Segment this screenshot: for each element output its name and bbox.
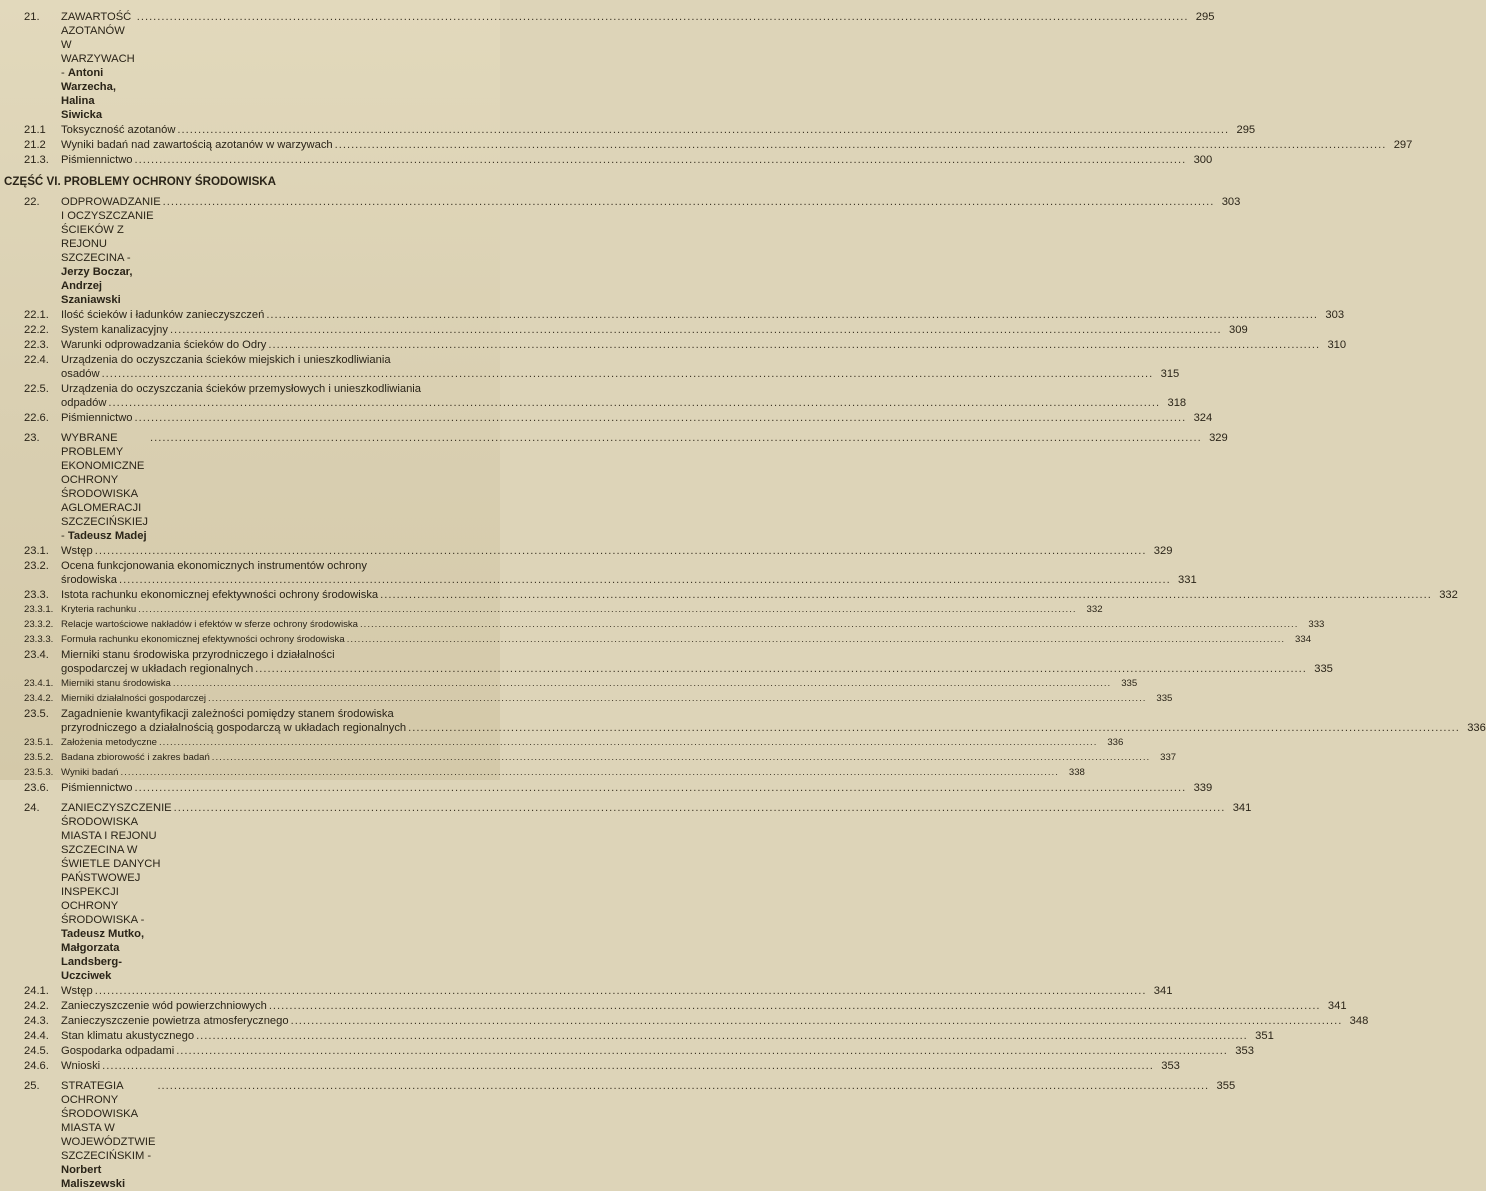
entry-number: 22.5.: [24, 383, 49, 395]
entry-number: 23.4.: [24, 649, 49, 661]
chapter-line: [61, 10, 1214, 122]
entry-body: [61, 648, 1333, 676]
chapter-title: ZANIECZYSZCZENIE ŚRODOWISKA MIASTA I REJONU SZCZECINA W ŚWIETLE DANYCH PAŃSTWOWEJ INSPEKCJI OCHRONY ŚRODOWISKA -: [61, 802, 172, 926]
entry-body: [61, 999, 1347, 1013]
chapter-line: [61, 801, 1251, 983]
leader-dots: [102, 1059, 1154, 1073]
entry-body: [61, 308, 1344, 322]
chapter-line: [61, 195, 1240, 307]
entry-title: System kanalizacyjny: [61, 324, 168, 336]
entry-title-line2: odpadów: [61, 397, 107, 409]
entry-number: 22.6.: [24, 412, 49, 424]
toc-entry: [6, 138, 1413, 152]
entry-line: [61, 721, 1486, 735]
chapter-number: 23.: [24, 432, 40, 444]
leader-dots: [291, 1014, 1343, 1028]
toc-entry: [6, 781, 1213, 795]
chapter-authors: Tadeusz Madej: [67, 530, 147, 542]
table-of-contents: [4, 4, 1486, 1191]
leader-dots: [95, 984, 1147, 998]
entry-page: 353: [1161, 1060, 1180, 1072]
entry-body: [61, 984, 1172, 998]
entry-number: 24.1.: [24, 985, 49, 997]
entry-line: [61, 396, 1186, 410]
toc-entry: [6, 544, 1173, 558]
leader-dots: [266, 308, 1318, 322]
toc-entry: [6, 123, 1256, 137]
chapter-authors: Norbert Maliszewski: [61, 1164, 126, 1190]
entry-number: 23.4.2.: [24, 693, 54, 704]
entry-body: [61, 1014, 1368, 1028]
entry-page: 300: [1193, 154, 1213, 166]
entry-body: [61, 559, 1197, 587]
entry-number: 23.3.2.: [24, 619, 54, 630]
chapter-line: [61, 1079, 1235, 1191]
toc-chapter-ch23: [6, 431, 1228, 543]
toc-chapter-ch24: [6, 801, 1252, 983]
entry-title: Gospodarka odpadami: [61, 1045, 175, 1057]
leader-dots: [135, 153, 1187, 167]
entry-title-line2: przyrodniczego a działalnością gospodarczą w układach regionalnych: [61, 722, 407, 734]
entry-line: [61, 138, 1412, 152]
entry-number: 21.3.: [24, 154, 49, 166]
chapter-number: 25.: [24, 1080, 40, 1092]
entry-title-line2: środowiska: [61, 574, 117, 586]
leader-dots: [177, 123, 1229, 137]
entry-body: [61, 411, 1212, 425]
toc-entry: [6, 1014, 1369, 1028]
chapter-line: [61, 431, 1228, 543]
chapter-title-block: [61, 801, 1251, 983]
chapter-body: [61, 10, 1214, 122]
toc-entry: [6, 999, 1347, 1013]
entry-title-line2: osadów: [61, 368, 100, 380]
entry-line: [61, 544, 1172, 558]
chapter-number: 22.: [24, 196, 40, 208]
entry-line: [61, 618, 1324, 632]
entry-number: 24.4.: [24, 1030, 49, 1042]
chapter-text: [61, 801, 172, 983]
entry-number: 24.5.: [24, 1045, 49, 1057]
chapter-title: STRATEGIA OCHRONY ŚRODOWISKA MIASTA W WOJEWÓDZTWIE SZCZECIŃSKIM -: [61, 1080, 156, 1162]
toc-entry: [6, 353, 1180, 381]
leader-dots: [150, 431, 1202, 445]
leader-dots: [135, 781, 1187, 795]
entry-body: [61, 618, 1324, 632]
leader-dots: [360, 618, 1298, 632]
entry-page: 318: [1167, 397, 1187, 409]
entry-line: [61, 588, 1458, 602]
entry-title: Formuła rachunku ekonomicznej efektywności ochrony środowiska: [61, 634, 345, 645]
entry-page: 324: [1193, 412, 1213, 424]
entry-line: [61, 367, 1179, 381]
leader-dots: [173, 677, 1111, 691]
toc-chapter-ch21: [6, 10, 1215, 122]
entry-number: 24.6.: [24, 1060, 49, 1072]
entry-body: [61, 123, 1255, 137]
entry-line: [61, 1014, 1368, 1028]
entry-number: 22.2.: [24, 324, 49, 336]
leader-dots: [196, 1029, 1248, 1043]
leader-dots: [269, 999, 1321, 1013]
entry-line: [61, 766, 1085, 780]
entry-title: Założenia metodyczne: [61, 737, 157, 748]
toc-chapter-ch22: [6, 195, 1241, 307]
chapter-number: 24.: [24, 802, 40, 814]
entry-line: [61, 984, 1172, 998]
entry-page: 297: [1393, 139, 1413, 151]
leader-dots: [176, 1044, 1228, 1058]
entry-line: [61, 338, 1346, 352]
entry-body: [61, 766, 1085, 780]
chapter-title: WYBRANE PROBLEMY EKONOMICZNE OCHRONY ŚRODOWISKA AGLOMERACJI SZCZECIŃSKIEJ -: [61, 432, 149, 542]
entry-line: [61, 1059, 1180, 1073]
entry-title: Badana zbiorowość i zakres badań: [61, 752, 210, 763]
entry-title-line1: Mierniki stanu środowiska przyrodniczego i działalności: [61, 649, 335, 661]
entry-line: [61, 677, 1137, 691]
entry-body: [61, 323, 1248, 337]
entry-body: [61, 588, 1458, 602]
entry-page: 295: [1236, 124, 1256, 136]
entry-number: 21.2: [24, 139, 46, 151]
toc-entry: [6, 692, 1173, 706]
entry-body: [61, 781, 1212, 795]
toc-entry: [6, 1029, 1274, 1043]
chapter-page: 329: [1209, 432, 1228, 444]
entry-body: [61, 338, 1346, 352]
leader-dots: [408, 721, 1460, 735]
chapter-body: [61, 195, 1240, 307]
entry-number: 24.3.: [24, 1015, 49, 1027]
entry-page: 329: [1153, 545, 1173, 557]
chapter-page: 295: [1195, 11, 1215, 23]
chapter-authors: Tadeusz Mutko, Małgorzata Landsberg-Uczciwek: [61, 928, 145, 982]
leader-dots: [95, 544, 1147, 558]
entry-line: [61, 781, 1212, 795]
toc-entry: [6, 984, 1173, 998]
entry-page: 315: [1160, 368, 1180, 380]
entry-line: [61, 308, 1344, 322]
entry-number: 22.1.: [24, 309, 49, 321]
chapter-text: [61, 431, 148, 543]
entry-body: [61, 736, 1123, 750]
entry-body: [61, 603, 1103, 617]
entry-body: [61, 1059, 1180, 1073]
entry-line: [61, 692, 1172, 706]
entry-page: 341: [1153, 985, 1173, 997]
toc-entry: [6, 736, 1124, 750]
entry-page: 341: [1327, 1000, 1347, 1012]
chapter-body: [61, 431, 1228, 543]
entry-title: Stan klimatu akustycznego: [61, 1030, 195, 1042]
entry-line: [61, 153, 1212, 167]
entry-title: Piśmiennictwo: [61, 782, 133, 794]
leader-dots: [255, 662, 1307, 676]
entry-number: 23.5.: [24, 708, 49, 720]
leader-dots: [108, 396, 1160, 410]
entry-line: [61, 662, 1333, 676]
entry-body: [61, 1029, 1274, 1043]
entry-title-line1: Urządzenia do oczyszczania ścieków miejskich i unieszkodliwiania: [61, 354, 391, 366]
entry-title: Wnioski: [61, 1060, 101, 1072]
leader-dots: [157, 1079, 1209, 1093]
chapter-number: 21.: [24, 11, 40, 23]
entry-number: 23.3.: [24, 589, 49, 601]
toc-entry: [6, 751, 1177, 765]
entry-title: Piśmiennictwo: [61, 154, 133, 166]
entry-body: [61, 677, 1137, 691]
leader-dots: [159, 736, 1097, 750]
entry-page: 336: [1107, 737, 1124, 748]
chapter-body: [61, 1079, 1235, 1191]
entry-body: [61, 707, 1486, 735]
entry-line: [61, 1029, 1274, 1043]
entry-number: 23.3.1.: [24, 604, 54, 615]
entry-title: Relacje wartościowe nakładów i efektów w sferze ochrony środowiska: [61, 619, 359, 630]
leader-dots: [163, 195, 1215, 209]
entry-page: 335: [1121, 678, 1138, 689]
entry-body: [61, 633, 1311, 647]
entry-title-line1: Ocena funkcjonowania ekonomicznych instrumentów ochrony: [61, 560, 367, 572]
chapter-page: 303: [1221, 196, 1241, 208]
entry-page: 332: [1439, 589, 1458, 601]
toc-entry: [6, 707, 1486, 735]
toc-entry: [6, 559, 1197, 587]
chapter-text: [61, 195, 161, 307]
entry-page: 333: [1308, 619, 1325, 630]
entry-page: 310: [1327, 339, 1347, 351]
entry-title: Wyniki badań: [61, 767, 119, 778]
entry-body: [61, 353, 1179, 381]
chapter-page: 355: [1216, 1080, 1236, 1092]
chapter-title: ODPROWADZANIE I OCZYSZCZANIE ŚCIEKÓW Z REJONU SZCZECINA -: [61, 196, 161, 264]
leader-dots: [102, 367, 1154, 381]
toc-entry: [6, 588, 1458, 602]
entry-page: 336: [1467, 722, 1486, 734]
leader-dots: [137, 10, 1189, 24]
entry-number: 23.2.: [24, 560, 49, 572]
entry-page: 309: [1229, 324, 1248, 336]
entry-page: 331: [1178, 574, 1197, 586]
entry-title: Warunki odprowadzania ścieków do Odry: [61, 339, 267, 351]
entry-page: 348: [1349, 1015, 1369, 1027]
chapter-title: ZAWARTOŚĆ AZOTANÓW W WARZYWACH -: [61, 11, 135, 79]
toc-entry: [6, 411, 1213, 425]
entry-title: Mierniki stanu środowiska: [61, 678, 171, 689]
entry-title: Kryteria rachunku: [61, 604, 137, 615]
leader-dots: [208, 692, 1146, 706]
entry-title-line1: Urządzenia do oczyszczania ścieków przemysłowych i unieszkodliwiania: [61, 383, 422, 395]
entry-number: 23.3.3.: [24, 634, 54, 645]
chapter-title-block: [61, 431, 1228, 543]
leader-dots: [335, 138, 1387, 152]
toc-entry: [6, 1059, 1180, 1073]
entry-title: Wstęp: [61, 985, 93, 997]
chapter-title-block: [61, 195, 1240, 307]
entry-line: [61, 633, 1311, 647]
entry-title: Ilość ścieków i ładunków zanieczyszczeń: [61, 309, 265, 321]
entry-body: [61, 382, 1186, 410]
entry-number: 22.3.: [24, 339, 49, 351]
chapter-body: [61, 801, 1251, 983]
entry-page: 353: [1235, 1045, 1254, 1057]
chapter-text: [61, 10, 135, 122]
entry-body: [61, 544, 1172, 558]
leader-dots: [268, 338, 1320, 352]
entry-body: [61, 692, 1172, 706]
entry-page: 339: [1193, 782, 1213, 794]
entry-body: [61, 751, 1176, 765]
entry-body: [61, 138, 1412, 152]
chapter-title-block: [61, 10, 1214, 122]
entry-page: 303: [1325, 309, 1345, 321]
entry-line: [61, 603, 1103, 617]
entry-line: [61, 736, 1123, 750]
entry-page: 335: [1314, 663, 1333, 675]
toc-entry: [6, 618, 1325, 632]
toc-entry: [6, 766, 1085, 780]
entry-page: 337: [1160, 752, 1177, 763]
entry-line: [61, 1044, 1254, 1058]
entry-number: 23.5.1.: [24, 737, 54, 748]
leader-dots: [121, 766, 1059, 780]
leader-dots: [347, 633, 1285, 647]
entry-line: [61, 573, 1197, 587]
toc-entry: [6, 153, 1213, 167]
leader-dots: [174, 801, 1226, 815]
entry-line: [61, 411, 1212, 425]
entry-line: [61, 999, 1347, 1013]
chapter-text: [61, 1079, 155, 1191]
leader-dots: [119, 573, 1171, 587]
toc-chapter-ch25: [6, 1079, 1236, 1191]
chapter-authors: Antoni Warzecha, Halina Siwicka: [61, 67, 116, 121]
entry-title: Wyniki badań nad zawartością azotanów w warzywach: [61, 139, 333, 151]
entry-line: [61, 323, 1248, 337]
entry-title-line1: Zagadnienie kwantyfikacji zależności pomiędzy stanem środowiska: [61, 708, 394, 720]
chapter-title-block: [61, 1079, 1235, 1191]
entry-title: Wstęp: [61, 545, 93, 557]
chapter-authors: Jerzy Boczar, Andrzej Szaniawski: [61, 266, 133, 306]
toc-entry: [6, 1044, 1254, 1058]
entry-title-line2: gospodarczej w układach regionalnych: [61, 663, 254, 675]
toc-entry: [6, 648, 1333, 676]
leader-dots: [170, 323, 1222, 337]
entry-number: 24.2.: [24, 1000, 49, 1012]
entry-number: 23.5.3.: [24, 767, 54, 778]
entry-number: 22.4.: [24, 354, 49, 366]
entry-page: 351: [1255, 1030, 1274, 1042]
entry-number: 23.4.1.: [24, 678, 54, 689]
entry-page: 338: [1068, 767, 1085, 778]
entry-title: Zanieczyszczenie powietrza atmosferycznego: [61, 1015, 289, 1027]
entry-line: [61, 123, 1255, 137]
entry-number: 21.1: [24, 124, 46, 136]
leader-dots: [138, 603, 1076, 617]
leader-dots: [212, 751, 1150, 765]
entry-body: [61, 1044, 1254, 1058]
entry-title: Toksyczność azotanów: [61, 124, 176, 136]
toc-entry: [6, 633, 1312, 647]
toc-entry: [6, 677, 1138, 691]
entry-title: Mierniki działalności gospodarczej: [61, 693, 207, 704]
entry-body: [61, 153, 1212, 167]
chapter-page: 341: [1232, 802, 1252, 814]
entry-title: Istota rachunku ekonomicznej efektywności ochrony środowiska: [61, 589, 379, 601]
toc-entry: [6, 382, 1187, 410]
toc-entry: [6, 323, 1248, 337]
leader-dots: [135, 411, 1187, 425]
entry-title: Zanieczyszczenie wód powierzchniowych: [61, 1000, 267, 1012]
part-heading: CZĘŚĆ VI. PROBLEMY OCHRONY ŚRODOWISKA: [4, 175, 277, 188]
entry-title: Piśmiennictwo: [61, 412, 133, 424]
entry-page: 334: [1295, 634, 1312, 645]
entry-page: 332: [1086, 604, 1103, 615]
toc-entry: [6, 603, 1103, 617]
toc-entry: [6, 308, 1345, 322]
entry-number: 23.5.2.: [24, 752, 54, 763]
toc-entry: [6, 338, 1347, 352]
entry-number: 23.6.: [24, 782, 49, 794]
entry-number: 23.1.: [24, 545, 49, 557]
entry-line: [61, 751, 1176, 765]
entry-page: 335: [1156, 693, 1173, 704]
leader-dots: [380, 588, 1432, 602]
